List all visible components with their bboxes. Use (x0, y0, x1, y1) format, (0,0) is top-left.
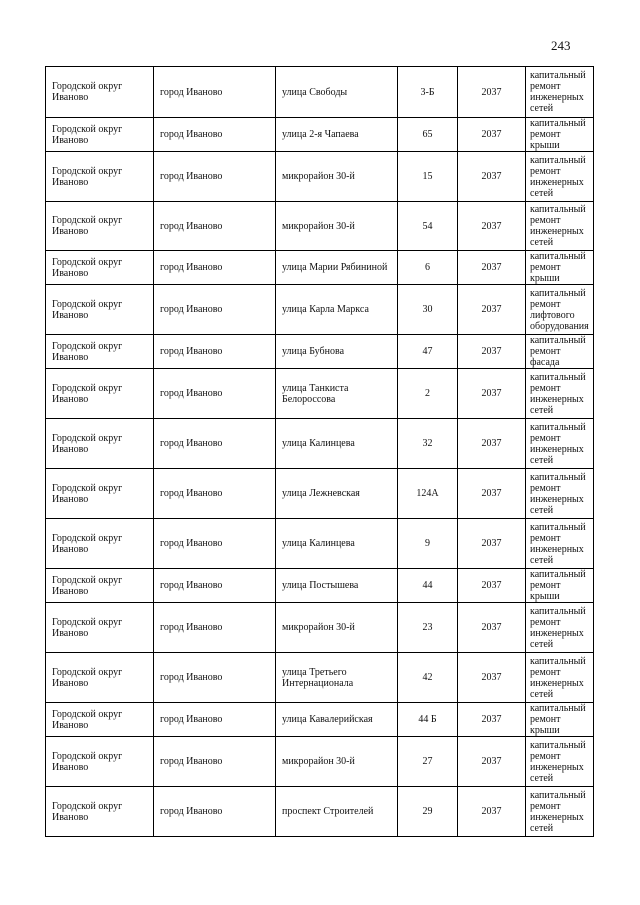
table-row (46, 469, 594, 519)
district-cell: Городской округ Иваново (46, 118, 154, 152)
year-cell: 2037 (458, 335, 526, 369)
street-cell: улица Постышева (276, 569, 398, 603)
house-cell: 23 (398, 603, 458, 653)
street-cell: улица Кавалерийская (276, 703, 398, 737)
house-cell: 29 (398, 787, 458, 837)
table-row (46, 251, 594, 285)
house-cell: 47 (398, 335, 458, 369)
repair-schedule-table (45, 66, 594, 837)
table-row (46, 787, 594, 837)
year-cell: 2037 (458, 285, 526, 335)
year-cell: 2037 (458, 603, 526, 653)
work-type-cell: капитальный ремонт фасада (526, 335, 594, 369)
table-row (46, 419, 594, 469)
street-cell: улица Бубнова (276, 335, 398, 369)
city-cell: город Иваново (154, 787, 276, 837)
street-cell: улица Третьего Интернационала (276, 653, 398, 703)
city-cell: город Иваново (154, 419, 276, 469)
year-cell: 2037 (458, 519, 526, 569)
district-cell: Городской округ Иваново (46, 469, 154, 519)
street-cell: улица Танкиста Белороссова (276, 369, 398, 419)
table-row (46, 369, 594, 419)
page-number: 243 (551, 38, 571, 53)
city-cell: город Иваново (154, 67, 276, 118)
city-cell: город Иваново (154, 251, 276, 285)
city-cell: город Иваново (154, 202, 276, 251)
table-row (46, 335, 594, 369)
district-cell: Городской округ Иваново (46, 653, 154, 703)
street-cell: улица Карла Маркса (276, 285, 398, 335)
work-type-cell: капитальный ремонт крыши (526, 703, 594, 737)
year-cell: 2037 (458, 653, 526, 703)
city-cell: город Иваново (154, 152, 276, 202)
work-type-cell: капитальный ремонт инженерных сетей (526, 419, 594, 469)
table-row (46, 603, 594, 653)
house-cell: 9 (398, 519, 458, 569)
work-type-cell: капитальный ремонт инженерных сетей (526, 469, 594, 519)
street-cell: проспект Строителей (276, 787, 398, 837)
house-cell: 27 (398, 737, 458, 787)
city-cell: город Иваново (154, 603, 276, 653)
year-cell: 2037 (458, 251, 526, 285)
year-cell: 2037 (458, 787, 526, 837)
year-cell: 2037 (458, 703, 526, 737)
work-type-cell: капитальный ремонт крыши (526, 118, 594, 152)
table-row (46, 285, 594, 335)
city-cell: город Иваново (154, 519, 276, 569)
table-row (46, 519, 594, 569)
table-row (46, 67, 594, 118)
district-cell: Городской округ Иваново (46, 251, 154, 285)
house-cell: 44 Б (398, 703, 458, 737)
work-type-cell: капитальный ремонт крыши (526, 569, 594, 603)
house-cell: 3-Б (398, 67, 458, 118)
table-row (46, 202, 594, 251)
city-cell: город Иваново (154, 703, 276, 737)
district-cell: Городской округ Иваново (46, 67, 154, 118)
year-cell: 2037 (458, 737, 526, 787)
street-cell: микрорайон 30-й (276, 737, 398, 787)
work-type-cell: капитальный ремонт инженерных сетей (526, 152, 594, 202)
district-cell: Городской округ Иваново (46, 335, 154, 369)
district-cell: Городской округ Иваново (46, 285, 154, 335)
table-row (46, 569, 594, 603)
district-cell: Городской округ Иваново (46, 369, 154, 419)
district-cell: Городской округ Иваново (46, 152, 154, 202)
district-cell: Городской округ Иваново (46, 603, 154, 653)
year-cell: 2037 (458, 118, 526, 152)
year-cell: 2037 (458, 67, 526, 118)
street-cell: улица Марии Рябининой (276, 251, 398, 285)
house-cell: 2 (398, 369, 458, 419)
street-cell: микрорайон 30-й (276, 202, 398, 251)
house-cell: 6 (398, 251, 458, 285)
work-type-cell: капитальный ремонт крыши (526, 251, 594, 285)
district-cell: Городской округ Иваново (46, 703, 154, 737)
work-type-cell: капитальный ремонт инженерных сетей (526, 737, 594, 787)
table-row (46, 118, 594, 152)
street-cell: улица 2-я Чапаева (276, 118, 398, 152)
year-cell: 2037 (458, 469, 526, 519)
house-cell: 54 (398, 202, 458, 251)
house-cell: 30 (398, 285, 458, 335)
city-cell: город Иваново (154, 469, 276, 519)
house-cell: 15 (398, 152, 458, 202)
work-type-cell: капитальный ремонт инженерных сетей (526, 603, 594, 653)
year-cell: 2037 (458, 419, 526, 469)
city-cell: город Иваново (154, 118, 276, 152)
work-type-cell: капитальный ремонт инженерных сетей (526, 519, 594, 569)
district-cell: Городской округ Иваново (46, 519, 154, 569)
year-cell: 2037 (458, 369, 526, 419)
table-row (46, 703, 594, 737)
district-cell: Городской округ Иваново (46, 419, 154, 469)
street-cell: улица Свободы (276, 67, 398, 118)
city-cell: город Иваново (154, 369, 276, 419)
city-cell: город Иваново (154, 737, 276, 787)
house-cell: 65 (398, 118, 458, 152)
street-cell: улица Калинцева (276, 419, 398, 469)
table-row (46, 737, 594, 787)
street-cell: улица Калинцева (276, 519, 398, 569)
district-cell: Городской округ Иваново (46, 569, 154, 603)
city-cell: город Иваново (154, 569, 276, 603)
work-type-cell: капитальный ремонт инженерных сетей (526, 67, 594, 118)
work-type-cell: капитальный ремонт инженерных сетей (526, 787, 594, 837)
table-row (46, 653, 594, 703)
house-cell: 42 (398, 653, 458, 703)
house-cell: 124А (398, 469, 458, 519)
work-type-cell: капитальный ремонт инженерных сетей (526, 202, 594, 251)
year-cell: 2037 (458, 569, 526, 603)
city-cell: город Иваново (154, 653, 276, 703)
district-cell: Городской округ Иваново (46, 737, 154, 787)
year-cell: 2037 (458, 152, 526, 202)
house-cell: 32 (398, 419, 458, 469)
work-type-cell: капитальный ремонт инженерных сетей (526, 369, 594, 419)
year-cell: 2037 (458, 202, 526, 251)
table-row (46, 152, 594, 202)
district-cell: Городской округ Иваново (46, 787, 154, 837)
work-type-cell: капитальный ремонт инженерных сетей (526, 653, 594, 703)
street-cell: микрорайон 30-й (276, 152, 398, 202)
city-cell: город Иваново (154, 335, 276, 369)
city-cell: город Иваново (154, 285, 276, 335)
district-cell: Городской округ Иваново (46, 202, 154, 251)
street-cell: улица Лежневская (276, 469, 398, 519)
work-type-cell: капитальный ремонт лифтового оборудования (526, 285, 594, 335)
street-cell: микрорайон 30-й (276, 603, 398, 653)
house-cell: 44 (398, 569, 458, 603)
